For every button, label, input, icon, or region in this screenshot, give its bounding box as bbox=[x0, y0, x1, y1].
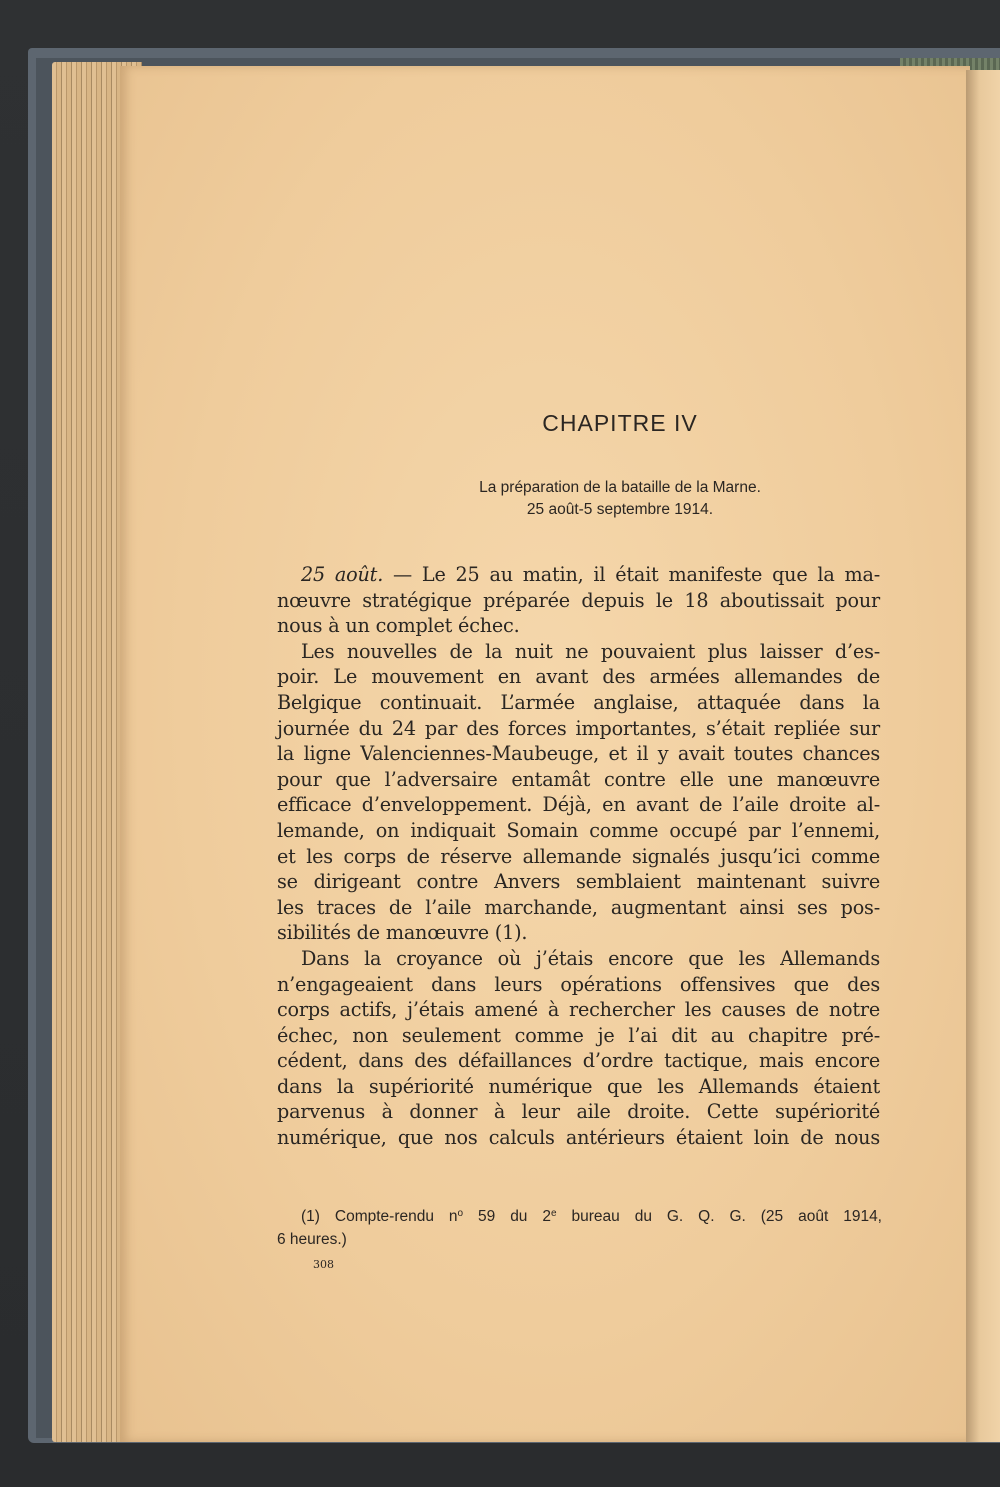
paragraph-2-line-4: journée du 24 par des forces importantes, s’était repliée sur bbox=[277, 716, 880, 740]
paragraph-3-line-2: n’engageaient dans leurs opérations offensives que des bbox=[277, 972, 880, 996]
paragraph-2-line-11: les traces de l’aile marchande, augmentant ainsi ses pos- bbox=[277, 895, 880, 919]
paragraph-1-line-1-text: — Le 25 au matin, il était manifeste que la ma- bbox=[393, 563, 880, 586]
paragraph-2-line-2: poir. Le mouvement en avant des armées allemandes de bbox=[277, 665, 880, 689]
paragraph-1-line-1 bbox=[277, 562, 880, 588]
footnote-line-2: 6 heures.) bbox=[277, 1231, 347, 1248]
chapter-title: CHAPITRE IV bbox=[542, 410, 698, 436]
page-number: 308 bbox=[313, 1258, 334, 1271]
paragraph-2-line-3: Belgique continuait. L’armée anglaise, attaquée dans la bbox=[277, 690, 880, 714]
footnote-superscript-e: e bbox=[551, 1208, 557, 1219]
paragraph-2-line-9: et les corps de réserve allemande signalés jusqu’ici comme bbox=[277, 844, 880, 868]
paragraph-3-line-5: cédent, dans des défaillances d’ordre tactique, mais encore bbox=[277, 1049, 880, 1073]
facing-page-gutter bbox=[966, 70, 1000, 1442]
chapter-subtitle-line-2: 25 août-5 septembre 1914. bbox=[526, 501, 714, 518]
paragraph-1-line-2: nœuvre stratégique préparée depuis le 18 aboutissait pour bbox=[277, 588, 880, 612]
paragraph-3-line-1: Dans la croyance où j’étais encore que les Allemands bbox=[301, 946, 880, 970]
paragraph-2-line-6: pour que l’adversaire entamât contre elle une manœuvre bbox=[277, 767, 880, 791]
paragraph-3-line-3: corps actifs, j’étais amené à rechercher les causes de notre bbox=[277, 998, 880, 1022]
footnote-text-c: bureau du G. Q. G. (25 août 1914, bbox=[556, 1208, 882, 1225]
paragraph-3-line-4: échec, non seulement comme je l’ai dit au chapitre pré- bbox=[277, 1023, 880, 1047]
footnote-line-1 bbox=[277, 1205, 882, 1228]
paragraph-2-line-1: Les nouvelles de la nuit ne pouvaient plus laisser d’es- bbox=[301, 639, 880, 663]
paragraph-1-line-3: nous à un complet échec. bbox=[277, 614, 520, 638]
paragraph-3-line-6: dans la supériorité numérique que les Allemands étaient bbox=[277, 1074, 880, 1098]
paragraph-3-line-7: parvenus à donner à leur aile droite. Cette supériorité bbox=[277, 1100, 880, 1124]
paragraph-3-line-8: numérique, que nos calculs antérieurs étaient loin de nous bbox=[277, 1126, 880, 1150]
footnote-text-a: (1) Compte-rendu n bbox=[301, 1208, 458, 1225]
chapter-subtitle-line-1: La préparation de la bataille de la Marne. bbox=[479, 479, 761, 496]
chapter-subtitle bbox=[350, 477, 890, 521]
paragraph-2-line-8: lemande, on indiquait Somain comme occupé par l’ennemi, bbox=[277, 818, 880, 842]
paragraph-2-line-10: se dirigeant contre Anvers semblaient maintenant suivre bbox=[277, 870, 880, 894]
footnote bbox=[277, 1205, 882, 1251]
paragraph-2-line-5: la ligne Valenciennes-Maubeuge, et il y avait toutes chances bbox=[277, 742, 880, 766]
paragraph-2-line-7: efficace d’enveloppement. Déjà, en avant de l’aile droite al- bbox=[277, 793, 880, 817]
body-text bbox=[277, 562, 880, 1151]
paragraph-2-line-12: sibilités de manœuvre (1). bbox=[277, 921, 528, 945]
date-heading: 25 août. bbox=[301, 563, 384, 586]
footnote-superscript-o: o bbox=[457, 1208, 464, 1219]
footnote-text-b: 59 du 2 bbox=[463, 1208, 551, 1225]
